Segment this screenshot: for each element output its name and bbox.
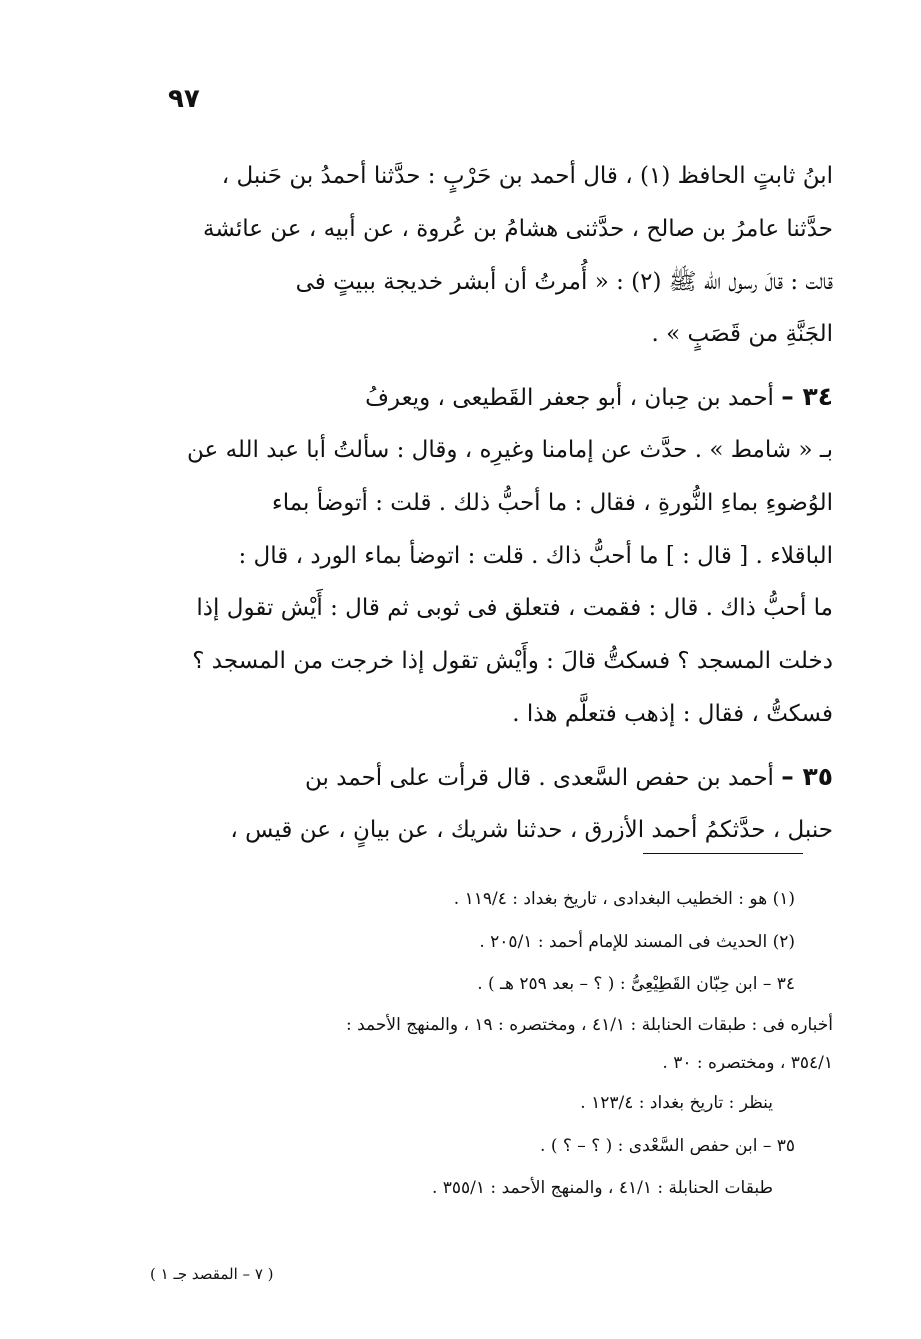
text-line-content: الوُضوءِ بماءِ النُّورةِ ، فقال : ما أحبُّ ذلك . قلت : أتوضأ بماء (271, 489, 833, 516)
text-line-content: الجَنَّةِ من قَصَبٍ » . (651, 321, 833, 348)
entry-heading-35 (133, 751, 833, 804)
footnote-line: (٢) الحديث فى المسند للإمام أحمد : ٢٠٥/١ . (479, 931, 795, 952)
text-line-content: ما أحبُّ ذاك . قال : فقمت ، فتعلق فى ثوبى ثم قال : أَيْش تقول إذا (196, 595, 833, 622)
footnote-line: ٣٥ – ابن حفص السَّعْدى : ( ؟ – ؟ ) . (540, 1135, 795, 1156)
footnote-separator (643, 853, 803, 854)
text-line-content: حدَّثنا عامرُ بن صالح ، حدَّثنى هشامُ بن عُروة ، عن أبيه ، عن عائشة (203, 215, 833, 242)
main-text (133, 150, 833, 856)
footnote-line: طبقات الحنابلة : ٤١/١ ، والمنهج الأحمد : ٣٥٥/١ . (431, 1178, 773, 1199)
entry-number-35: ٣٥ – (781, 761, 833, 791)
text-line-content: الباقلاء . [ قال : ] ما أحبُّ ذاك . قلت : اتوضأ بماء الورد ، قال : (238, 542, 833, 569)
text-line-content: دخلت المسجد ؟ فسكتُّ قالَ : وأَيْش تقول إذا خرجت من المسجد ؟ (192, 648, 833, 675)
footnote-line: ٣٤ – ابن حِبّان القَطِيْعِىُّ : ( ؟ – بعد ٢٥٩ هـ ) . (477, 974, 795, 995)
footnote-line: ٣٥٤/١ ، ومختصره : ٣٠ . (662, 1053, 833, 1074)
footnote-line: ينظر : تاريخ بغداد : ١٢٣/٤ . (580, 1093, 773, 1114)
text-line (133, 203, 833, 256)
text-line (133, 804, 833, 857)
text-line-content: ابنُ ثابتٍ الحافظ (١) ، قال أحمد بن حَرْبٍ : حدَّثنا أحمدُ بن حَنبل ، (221, 163, 833, 189)
text-line (133, 308, 833, 361)
footnotes (133, 878, 833, 1210)
footnote-line: (١) هو : الخطيب البغدادى ، تاريخ بغداد : ١١٩/٤ . (453, 889, 795, 909)
entry-heading-34 (133, 371, 833, 424)
text-line-content: أحمد بن حِبان ، أبو جعفر القَطيعى ، ويعرفُ (365, 385, 774, 412)
paragraph-gap (133, 741, 833, 751)
text-line-content: فسكتُّ ، فقال : إذهب فتعلَّم هذا . (512, 700, 833, 727)
text-line (133, 635, 833, 688)
text-line-content: حنبل ، حدَّثكمُ أحمد الأزرق ، حدثنا شريك ، عن بيانٍ ، عن قيس ، (230, 816, 833, 843)
entry-number-34: ٣٤ – (781, 382, 833, 412)
text-line-content: بـ « شامط » . حدَّث عن إمامنا وغيرِه ، وقال : سألتُ أبا عبد الله عن (187, 436, 833, 463)
text-line (133, 424, 833, 477)
page-number: ٩٧ (168, 84, 200, 114)
text-line (133, 256, 833, 309)
text-line (133, 477, 833, 530)
paragraph-gap (133, 361, 833, 371)
text-line (133, 582, 833, 635)
signature-mark: ( ٧ – المقصد جـ ١ ) (150, 1265, 274, 1283)
text-line-content: أحمد بن حفص السَّعدى . قال قرأت على أحمد بن (304, 764, 774, 791)
footnote-line: أخباره فى : طبقات الحنابلة : ٤١/١ ، ومختصره : ١٩ ، والمنهج الأحمد : (346, 1015, 833, 1036)
text-line-content: قالت : قالَ رسول الله ﷺ (٢) : « أُمرتُ أن أبشر خديجة ببيتٍ فى (295, 268, 833, 295)
text-line (133, 150, 833, 203)
text-line (133, 530, 833, 583)
text-line (133, 688, 833, 741)
